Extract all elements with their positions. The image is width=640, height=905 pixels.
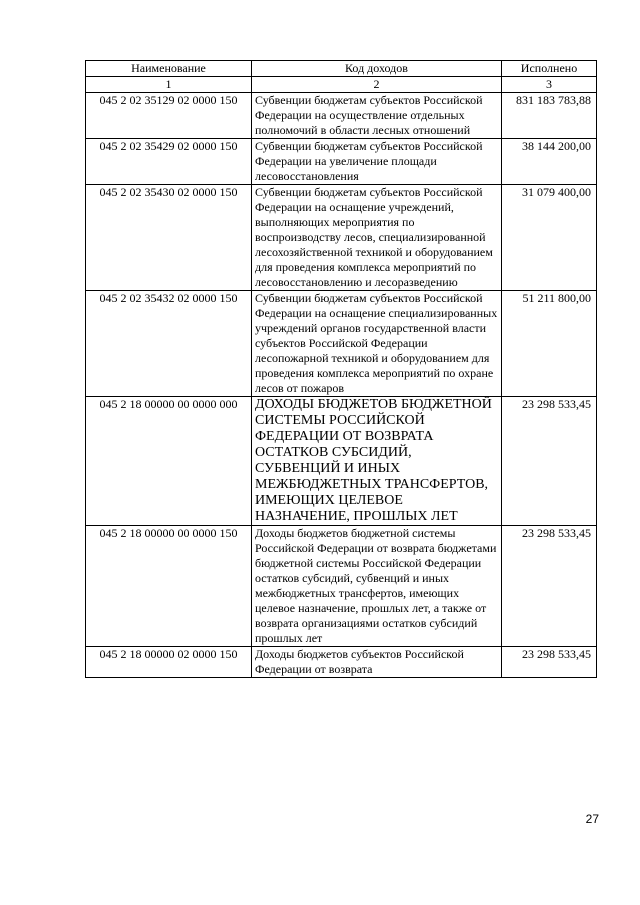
column-number-1: 1 — [86, 77, 252, 93]
revenue-code: 045 2 18 00000 00 0000 150 — [86, 526, 252, 647]
revenue-name: Доходы бюджетов бюджетной системы Российской Федерации от возврата бюджетами бюджетной системы Российской Федерации остатков субсидий, субвенций и иных межбюджетных трансфертов, имеющих целевое назначение, прошлых лет, а также от возврата организациями остатков субсидий прошлых лет — [252, 526, 502, 647]
revenue-name: Субвенции бюджетам субъектов Российской Федерации на увеличение площади лесовосстановления — [252, 139, 502, 185]
revenue-code: 045 2 18 00000 00 0000 000 — [86, 397, 252, 526]
table-row — [86, 526, 597, 647]
header-revenue-code: Код доходов — [252, 61, 502, 77]
column-number-3: 3 — [502, 77, 597, 93]
executed-amount: 51 211 800,00 — [502, 291, 597, 397]
column-number-2: 2 — [252, 77, 502, 93]
table-row — [86, 93, 597, 139]
table-row — [86, 291, 597, 397]
revenue-name: Доходы бюджетов субъектов Российской Федерации от возврата — [252, 647, 502, 678]
table-row — [86, 139, 597, 185]
executed-amount: 38 144 200,00 — [502, 139, 597, 185]
executed-amount: 31 079 400,00 — [502, 185, 597, 291]
revenue-code: 045 2 02 35432 02 0000 150 — [86, 291, 252, 397]
revenue-code: 045 2 18 00000 02 0000 150 — [86, 647, 252, 678]
budget-revenue-table — [85, 60, 597, 678]
revenue-name: ДОХОДЫ БЮДЖЕТОВ БЮДЖЕТНОЙ СИСТЕМЫ РОССИЙСКОЙ ФЕДЕРАЦИИ ОТ ВОЗВРАТА ОСТАТКОВ СУБСИДИЙ, СУБВЕНЦИЙ И ИНЫХ МЕЖБЮДЖЕТНЫХ ТРАНСФЕРТОВ, ИМЕЮЩИХ ЦЕЛЕВОЕ НАЗНАЧЕНИЕ, ПРОШЛЫХ ЛЕТ — [252, 397, 502, 526]
executed-amount: 831 183 783,88 — [502, 93, 597, 139]
executed-amount: 23 298 533,45 — [502, 526, 597, 647]
header-executed: Исполнено — [502, 61, 597, 77]
executed-amount: 23 298 533,45 — [502, 397, 597, 526]
revenue-code: 045 2 02 35430 02 0000 150 — [86, 185, 252, 291]
revenue-code: 045 2 02 35429 02 0000 150 — [86, 139, 252, 185]
table-row — [86, 647, 597, 678]
table-column-numbers-row — [86, 77, 597, 93]
table-row — [86, 185, 597, 291]
header-name: Наименование — [86, 61, 252, 77]
page-number: 27 — [585, 812, 599, 826]
executed-amount: 23 298 533,45 — [502, 647, 597, 678]
revenue-name: Субвенции бюджетам субъектов Российской Федерации на оснащение специализированных учреждений органов государственной власти субъектов Российской Федерации лесопожарной техникой и оборудованием для проведения комплекса мероприятий по охране лесов от пожаров — [252, 291, 502, 397]
revenue-code: 045 2 02 35129 02 0000 150 — [86, 93, 252, 139]
revenue-name: Субвенции бюджетам субъектов Российской Федерации на оснащение учреждений, выполняющих мероприятия по воспроизводству лесов, специализированной лесохозяйственной техникой и оборудованием для проведения комплекса мероприятий по лесовосстановлению и лесоразведению — [252, 185, 502, 291]
revenue-name: Субвенции бюджетам субъектов Российской Федерации на осуществление отдельных полномочий в области лесных отношений — [252, 93, 502, 139]
table-header-row — [86, 61, 597, 77]
table-row — [86, 397, 597, 526]
